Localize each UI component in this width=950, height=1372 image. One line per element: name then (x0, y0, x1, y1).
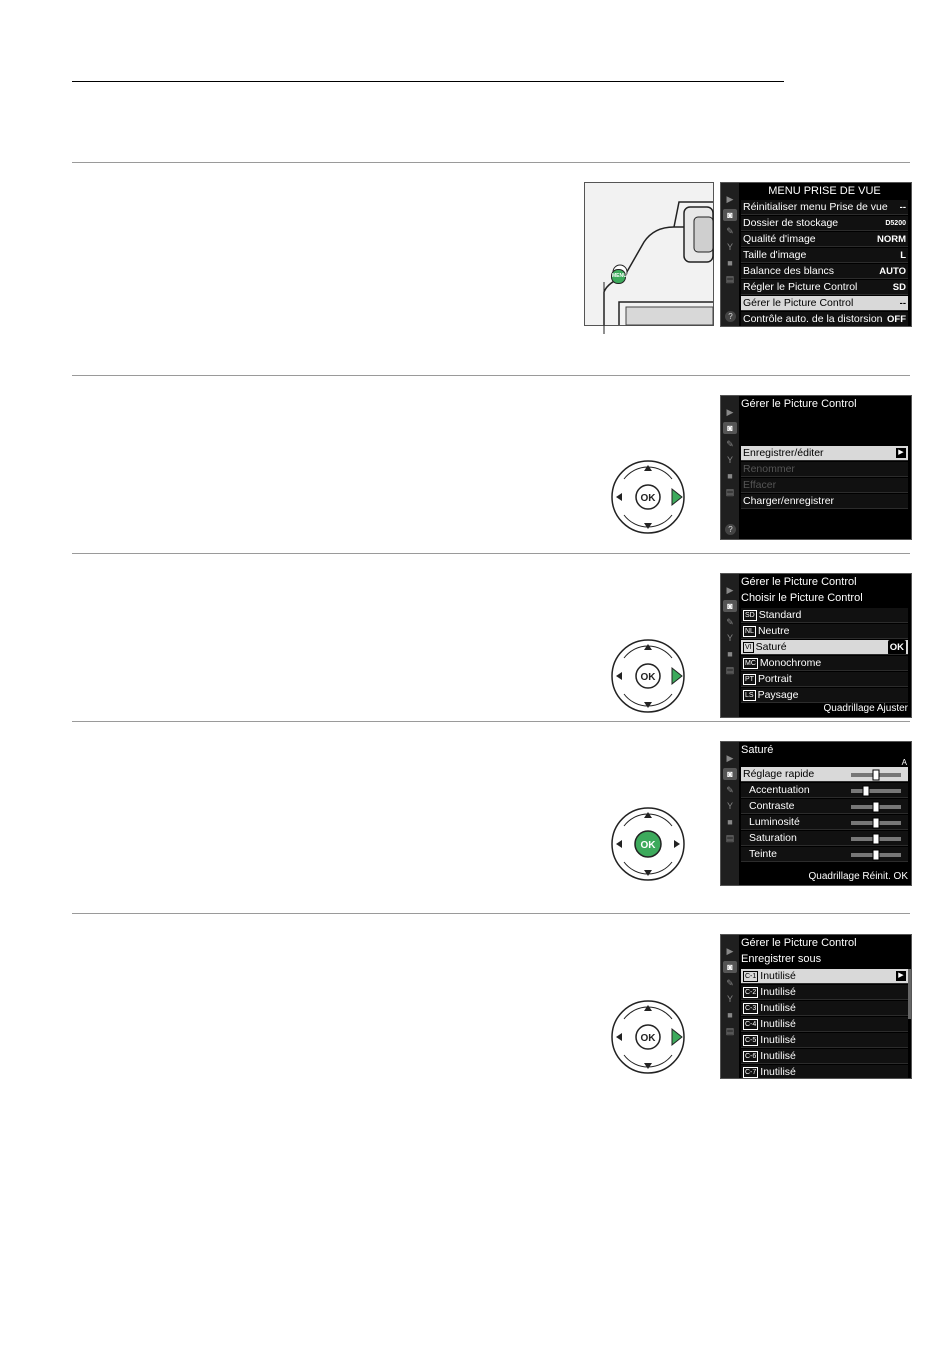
screen-title: Gérer le Picture Control (741, 937, 857, 949)
screen-subtitle: Enregistrer sous (741, 953, 822, 965)
slot-label: Inutilisé (760, 1018, 796, 1030)
option-rename (741, 462, 908, 477)
pencil-icon: ✎ (726, 784, 734, 795)
menu-sidebar (721, 574, 739, 717)
option-load-save[interactable] (741, 494, 908, 509)
recent-icon: ▤ (725, 664, 735, 675)
screen-manage-picture-control (720, 395, 912, 540)
menu-item[interactable] (741, 280, 908, 295)
wrench-icon: Y (726, 994, 733, 1004)
pencil-icon: ✎ (726, 977, 734, 988)
slider-knob[interactable] (873, 770, 879, 780)
pc-label: Neutre (757, 625, 790, 637)
top-rule (72, 81, 784, 82)
option-label: Renommer (743, 463, 795, 475)
slot-code: C-6 (745, 1053, 757, 1060)
help-icon: ? (725, 524, 736, 535)
help-icon: ? (725, 311, 736, 322)
slot-code: C-2 (745, 989, 757, 996)
menu-item-value: -- (899, 298, 906, 309)
picture-control-item[interactable] (741, 608, 908, 623)
playback-icon: ▶ (726, 193, 734, 204)
slot-code: C-4 (745, 1021, 757, 1028)
pc-label: Monochrome (759, 657, 822, 669)
screen-adjust-picture-control (720, 741, 912, 886)
slot-label: Inutilisé (760, 970, 796, 982)
camera-icon: ◙ (723, 422, 737, 434)
menu-item-label: Régler le Picture Control (743, 281, 858, 293)
custom-slot-item[interactable] (741, 1065, 908, 1079)
slot-label: Inutilisé (760, 986, 796, 998)
camera-illustration (584, 182, 714, 327)
menu-sidebar (721, 183, 739, 326)
screen-title: Gérer le Picture Control (741, 576, 857, 588)
wrench-icon: Y (726, 801, 733, 811)
menu-item-value: OFF (887, 314, 906, 325)
menu-item-label: Contrôle auto. de la distorsion (743, 313, 883, 325)
ok-label: OK (640, 840, 656, 851)
slot-label: Inutilisé (760, 1002, 796, 1014)
section-divider-5 (72, 913, 910, 914)
param-label: Accentuation (749, 784, 810, 796)
slot-code: C-7 (745, 1069, 757, 1076)
retouch-icon: ■ (727, 471, 733, 481)
slot-label: Inutilisé (760, 1066, 796, 1078)
screen-subtitle: Choisir le Picture Control (741, 592, 863, 604)
menu-sidebar (721, 742, 739, 885)
ok-label: OK (640, 672, 656, 683)
picture-control-item[interactable] (741, 672, 908, 687)
param-label: Teinte (749, 848, 778, 860)
retouch-icon: ■ (727, 817, 733, 827)
slider-knob[interactable] (873, 802, 879, 812)
pc-code: LS (745, 692, 754, 699)
auto-indicator: A (901, 758, 907, 767)
ok-badge: OK (889, 642, 904, 653)
menu-item-value: L (900, 250, 906, 261)
pc-code: PT (745, 676, 754, 683)
adjust-sliders (845, 767, 907, 863)
wrench-icon: Y (726, 242, 733, 252)
menu-item[interactable] (741, 312, 908, 327)
playback-icon: ▶ (726, 406, 734, 417)
camera-icon: ◙ (723, 961, 737, 973)
screen-title: Gérer le Picture Control (741, 398, 857, 410)
screen-choose-picture-control (720, 573, 912, 718)
camera-icon: ◙ (723, 768, 737, 780)
slider-track (851, 789, 901, 793)
section-divider-3 (72, 553, 910, 554)
screen-shooting-menu (720, 182, 912, 327)
option-label: Effacer (743, 479, 777, 491)
menu-sidebar (721, 935, 739, 1078)
menu-item-value: -- (899, 202, 906, 213)
pencil-icon: ✎ (726, 225, 734, 236)
pc-code: NL (745, 628, 754, 635)
slider-knob[interactable] (873, 850, 879, 860)
menu-item[interactable] (741, 248, 908, 263)
retouch-icon: ■ (727, 649, 733, 659)
recent-icon: ▤ (725, 832, 735, 843)
menu-item-label: Qualité d'image (743, 233, 816, 245)
pc-code: SD (745, 612, 755, 619)
arrow-right-icon: ▶ (896, 971, 906, 981)
menu-item[interactable] (741, 200, 908, 215)
slider-knob[interactable] (873, 834, 879, 844)
option-delete (741, 478, 908, 493)
retouch-icon: ■ (727, 1010, 733, 1020)
pc-code: VI (745, 644, 752, 651)
section-divider-4 (72, 721, 910, 722)
param-label: Réglage rapide (743, 768, 815, 780)
section-divider-2 (72, 375, 910, 376)
pc-label: Saturé (755, 641, 787, 653)
picture-control-item[interactable] (741, 688, 908, 703)
multi-selector-right[interactable] (610, 459, 686, 535)
custom-slot-item-selected[interactable] (741, 969, 908, 984)
slider-knob[interactable] (863, 786, 869, 796)
menu-item-label: Balance des blancs (743, 265, 835, 277)
picture-control-item[interactable] (741, 624, 908, 639)
screen-footer: Quadrillage Ajuster (823, 703, 908, 714)
picture-control-item-selected[interactable] (741, 640, 908, 655)
option-save-edit[interactable] (741, 446, 908, 461)
param-label: Luminosité (749, 816, 800, 828)
pencil-icon: ✎ (726, 616, 734, 627)
recent-icon: ▤ (725, 1025, 735, 1036)
pc-label: Standard (758, 609, 802, 621)
ok-label: OK (640, 1033, 656, 1044)
retouch-icon: ■ (727, 258, 733, 268)
menu-item-label: Réinitialiser menu Prise de vue (743, 201, 888, 213)
slot-code: C-5 (745, 1037, 757, 1044)
wrench-icon: Y (726, 455, 733, 465)
camera-icon: ◙ (723, 209, 737, 221)
slot-label: Inutilisé (760, 1050, 796, 1062)
playback-icon: ▶ (726, 584, 734, 595)
slot-code: C-3 (745, 1005, 757, 1012)
custom-slot-item[interactable] (741, 985, 908, 1000)
slot-code: C-1 (745, 973, 757, 980)
pc-code: MC (745, 660, 756, 667)
param-label: Contraste (749, 800, 795, 812)
menu-item[interactable] (741, 232, 908, 247)
option-label: Charger/enregistrer (743, 495, 835, 507)
camera-icon: ◙ (723, 600, 737, 612)
multi-selector-right[interactable] (610, 999, 686, 1075)
pc-label: Paysage (757, 689, 799, 701)
section-divider-1 (72, 162, 910, 163)
option-label: Enregistrer/éditer (743, 447, 824, 459)
custom-slot-item[interactable] (741, 1049, 908, 1064)
wrench-icon: Y (726, 633, 733, 643)
menu-item-label: Taille d'image (743, 249, 807, 261)
scrollbar[interactable] (908, 969, 911, 1019)
playback-icon: ▶ (726, 752, 734, 763)
param-label: Saturation (749, 832, 797, 844)
menu-item-value: D5200 (885, 220, 906, 227)
screen-footer: Quadrillage Réinit. OK (808, 871, 908, 882)
menu-button[interactable]: MENU (611, 269, 626, 284)
recent-icon: ▤ (725, 486, 735, 497)
menu-item[interactable] (741, 264, 908, 279)
menu-item-selected[interactable] (741, 296, 908, 311)
menu-item-value: SD (892, 282, 906, 293)
menu-item-value: NORM (876, 234, 906, 245)
menu-item-value: AUTO (879, 266, 906, 277)
custom-slot-item[interactable] (741, 1033, 908, 1048)
pencil-icon: ✎ (726, 438, 734, 449)
menu-item-label: Dossier de stockage (743, 217, 839, 229)
pc-label: Portrait (757, 673, 792, 685)
menu-item-label: Gérer le Picture Control (743, 297, 854, 309)
arrow-right-icon: ▶ (896, 448, 906, 458)
recent-icon: ▤ (725, 273, 735, 284)
slot-label: Inutilisé (760, 1034, 796, 1046)
ok-label: OK (640, 493, 656, 504)
picture-control-item[interactable] (741, 656, 908, 671)
playback-icon: ▶ (726, 945, 734, 956)
camera-body-icon (584, 182, 714, 342)
multi-selector-right[interactable] (610, 638, 686, 714)
custom-slot-item[interactable] (741, 1001, 908, 1016)
custom-slot-item[interactable] (741, 1017, 908, 1032)
screen-save-as (720, 934, 912, 1079)
multi-selector-ok[interactable] (610, 806, 686, 882)
slider-knob[interactable] (873, 818, 879, 828)
screen-title: Saturé (741, 744, 774, 756)
menu-item[interactable] (741, 216, 908, 231)
menu-title: MENU PRISE DE VUE (768, 185, 881, 197)
menu-sidebar (721, 396, 739, 539)
